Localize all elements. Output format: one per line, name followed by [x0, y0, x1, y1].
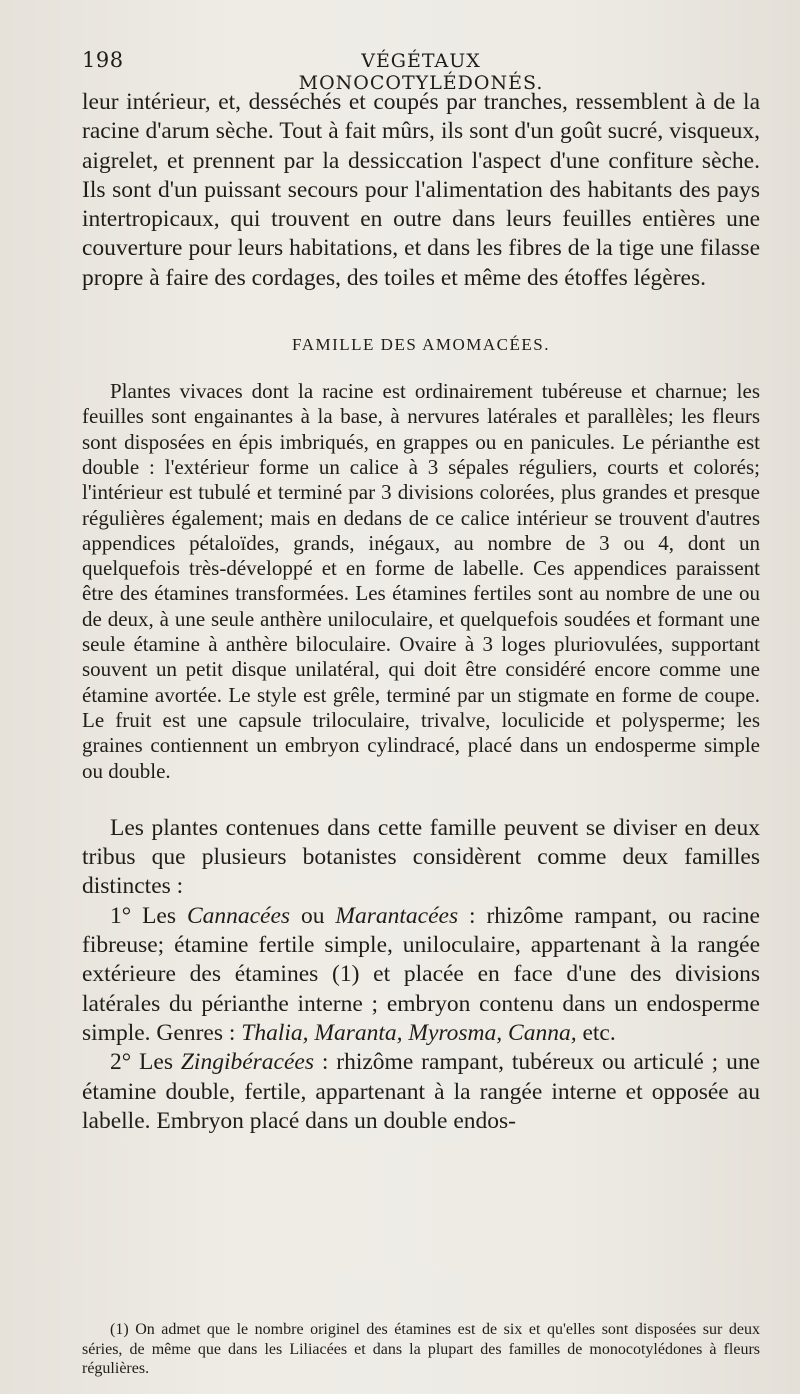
tribe-1-end: etc. — [582, 1019, 616, 1046]
tribe-2-description: : rhizôme rampant, tubéreux ou articulé ; une étamine double, fertile, appartenant à la rangée interne et opposée au labelle. Embryon placé dans un double endos- — [82, 1049, 760, 1134]
tribe-1-lead: Les — [142, 902, 177, 929]
tribe-2-lead: Les — [139, 1049, 173, 1076]
running-head — [82, 48, 760, 94]
tribe-1-name: Cannacées — [186, 902, 291, 929]
tribes-section — [82, 814, 760, 1136]
tribe-1-paragraph — [82, 902, 760, 1048]
family-description-paragraph: Plantes vivaces dont la racine est ordinairement tubéreuse et charnue; les feuilles sont engainantes à la base, à nervures latérales et parallèles; les fleurs sont disposées en épis imbriqués, en grappes ou en panicules. Le périanthe est double : l'extérieur forme un calice à 3 sépales réguliers, courts et colorés; l'intérieur est tubulé et terminé par 3 divisions colorées, plus grandes et presque régulières également; mais en dedans de ce calice intérieur se trouvent d'autres appendices pétaloïdes, grands, inégaux, au nombre de 3 ou 4, dont un quelquefois très-développé et en forme de labelle. Ces appendices paraissent être des étamines transformées. Les étamines fertiles sont au nombre de une ou de deux, à une seule anthère uniloculaire, et quelquefois soudées et formant une seule étamine à anthère biloculaire. Ovaire à 3 loges pluriovulées, supportant souvent un petit disque unilatéral, qui doit être considéré encore comme une étamine avortée. Le style est grêle, terminé par un stigmate en forme de coupe. Le fruit est une capsule triloculaire, trivalve, loculicide et polysperme; les graines contiennent un embryon cylindracé, placé dans un endosperme simple ou double. — [82, 379, 760, 783]
tribe-2-number: 2° — [110, 1049, 132, 1076]
tribe-1-connector: ou — [300, 902, 325, 929]
family-description — [82, 379, 760, 784]
running-title: VÉGÉTAUX MONOCOTYLÉDONÉS. — [298, 50, 544, 94]
tribe-1-genera: Thalia, Maranta, Myrosma, Canna, — [241, 1019, 577, 1046]
opening-text — [82, 88, 760, 293]
tribes-intro: Les plantes contenues dans cette famille peuvent se diviser en deux tribus que plusieurs botanistes considèrent comme deux familles distinctes : — [82, 814, 760, 900]
tribe-2-paragraph — [82, 1048, 760, 1136]
section-heading: FAMILLE DES AMOMACÉES. — [292, 335, 550, 355]
page-number: 198 — [82, 48, 124, 72]
tribe-1-description: : rhizôme rampant, ou racine fibreuse; étamine fertile simple, uniloculaire, appartenant à la rangée extérieure des étamines (1) et placée en face d'une des divisions latérales du périanthe interne ; embryon contenu dans un endosperme simple. Genres : — [82, 902, 760, 1046]
tribe-2-name: Zingibéracées — [180, 1049, 314, 1076]
tribe-1-number: 1° — [110, 902, 132, 929]
tribe-1-alt-name: Marantacées — [335, 902, 459, 929]
opening-paragraph: leur intérieur, et, desséchés et coupés par tranches, ressemblent à de la racine d'arum sèche. Tout à fait mûrs, ils sont d'un goût sucré, visqueux, aigrelet, et prennent par la dessiccation l'aspect d'une confiture sèche. Ils sont d'un puissant secours pour l'alimentation des habitants des pays intertropicaux, qui trouvent en outre dans leurs feuilles entières une couverture pour leurs habitations, et dans les fibres de la tige une filasse propre à faire des cordages, des toiles et même des étoffes légères. — [82, 89, 760, 291]
footnote: (1) On admet que le nombre originel des étamines est de six et qu'elles sont disposées sur deux séries, de même que dans les Liliacées et dans la plupart des familles de monocotylédones à fleurs régulières. — [82, 1321, 760, 1377]
